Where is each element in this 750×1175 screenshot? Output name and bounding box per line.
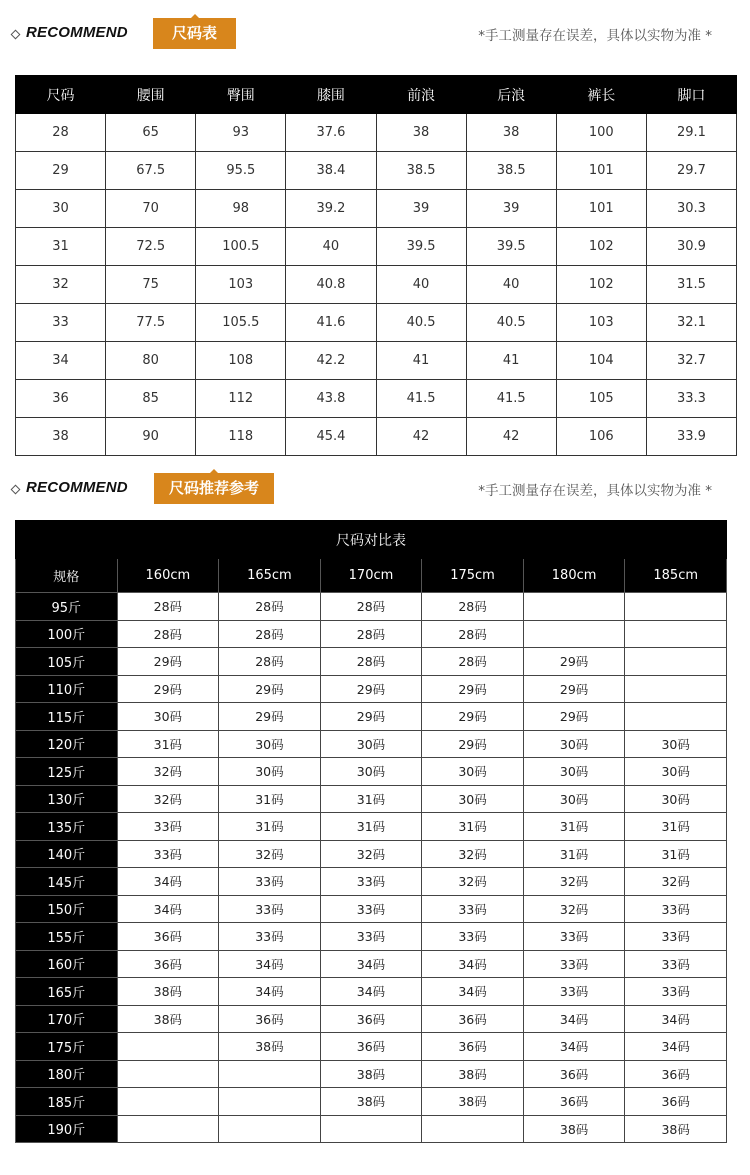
size-cell: 36码 (320, 1033, 422, 1061)
size-cell: 36码 (320, 1005, 422, 1033)
table-row (16, 228, 737, 266)
size-cell: 33码 (625, 923, 727, 951)
size-cell (625, 648, 727, 676)
size-table-cell: 105 (556, 380, 646, 418)
table-row (16, 813, 727, 841)
size-cell: 36码 (523, 1060, 625, 1088)
size-table-cell: 45.4 (286, 418, 376, 456)
size-table-cell: 103 (556, 304, 646, 342)
size-cell: 34码 (117, 895, 219, 923)
size-table-cell: 103 (196, 266, 286, 304)
diamond-icon (11, 485, 21, 495)
size-cell: 30码 (422, 785, 524, 813)
size-table-cell: 40 (286, 228, 376, 266)
size-cell: 30码 (219, 730, 321, 758)
size-cell (523, 620, 625, 648)
table-row (16, 114, 737, 152)
size-cell: 30码 (523, 758, 625, 786)
size-table-cell: 41.5 (466, 380, 556, 418)
size-cell (523, 593, 625, 621)
weight-cell: 150斤 (16, 895, 118, 923)
size-cell: 28码 (219, 593, 321, 621)
weight-cell: 145斤 (16, 868, 118, 896)
size-table-header-cell: 腰围 (106, 76, 196, 114)
size-table-cell: 70 (106, 190, 196, 228)
size-cell: 33码 (422, 895, 524, 923)
size-cell: 31码 (523, 840, 625, 868)
size-table-cell: 80 (106, 342, 196, 380)
size-table-cell: 41 (376, 342, 466, 380)
size-table-cell: 67.5 (106, 152, 196, 190)
size-cell: 34码 (320, 950, 422, 978)
table-row (16, 703, 727, 731)
size-cell: 36码 (523, 1088, 625, 1116)
size-table-cell: 32.7 (646, 342, 736, 380)
size-cell: 34码 (219, 950, 321, 978)
size-table-cell: 40 (466, 266, 556, 304)
size-table-header-cell: 后浪 (466, 76, 556, 114)
size-cell: 34码 (523, 1005, 625, 1033)
size-cell: 33码 (219, 868, 321, 896)
size-cell: 29码 (523, 703, 625, 731)
size-cell: 30码 (422, 758, 524, 786)
size-cell: 29码 (523, 675, 625, 703)
size-cell (117, 1060, 219, 1088)
size-table-cell: 72.5 (106, 228, 196, 266)
size-cell: 33码 (625, 978, 727, 1006)
size-cell: 30码 (117, 703, 219, 731)
size-table-cell: 40 (376, 266, 466, 304)
size-table-cell: 32 (16, 266, 106, 304)
size-cell: 28码 (117, 593, 219, 621)
compare-header-cell: 175cm (422, 559, 524, 593)
size-cell (625, 675, 727, 703)
size-table-cell: 39.5 (466, 228, 556, 266)
size-cell: 33码 (117, 813, 219, 841)
size-table-cell: 65 (106, 114, 196, 152)
compare-header-cell: 185cm (625, 559, 727, 593)
size-cell: 38码 (117, 978, 219, 1006)
size-cell (117, 1088, 219, 1116)
size-cell: 30码 (625, 730, 727, 758)
size-table-header-cell: 臀围 (196, 76, 286, 114)
size-cell: 29码 (320, 675, 422, 703)
size-table-cell: 28 (16, 114, 106, 152)
size-cell: 34码 (422, 978, 524, 1006)
size-cell (117, 1033, 219, 1061)
size-cell: 36码 (422, 1033, 524, 1061)
weight-cell: 110斤 (16, 675, 118, 703)
size-cell: 30码 (523, 730, 625, 758)
size-cell: 38码 (320, 1088, 422, 1116)
table-row (16, 380, 737, 418)
size-table-cell: 31 (16, 228, 106, 266)
size-cell: 36码 (422, 1005, 524, 1033)
size-cell: 36码 (625, 1088, 727, 1116)
size-table-cell: 33.9 (646, 418, 736, 456)
size-cell: 31码 (219, 785, 321, 813)
table-row (16, 1115, 727, 1143)
size-table-cell: 102 (556, 266, 646, 304)
size-cell: 31码 (523, 813, 625, 841)
size-cell: 33码 (219, 895, 321, 923)
size-table-cell: 32.1 (646, 304, 736, 342)
size-cell: 34码 (320, 978, 422, 1006)
table-row (16, 868, 727, 896)
size-table-cell: 100.5 (196, 228, 286, 266)
size-cell: 29码 (422, 730, 524, 758)
size-cell: 38码 (422, 1060, 524, 1088)
size-table-cell: 105.5 (196, 304, 286, 342)
size-table-cell: 106 (556, 418, 646, 456)
size-cell: 33码 (625, 950, 727, 978)
size-table-cell: 38 (16, 418, 106, 456)
size-table-cell: 33.3 (646, 380, 736, 418)
table-row (16, 152, 737, 190)
size-table-cell: 90 (106, 418, 196, 456)
size-table (15, 75, 737, 456)
size-table-cell: 100 (556, 114, 646, 152)
table-row (16, 895, 727, 923)
size-table-cell: 30.9 (646, 228, 736, 266)
size-cell: 32码 (320, 840, 422, 868)
size-table-cell: 30 (16, 190, 106, 228)
size-table-cell: 112 (196, 380, 286, 418)
size-cell (422, 1115, 524, 1143)
size-cell: 38码 (422, 1088, 524, 1116)
table-row (16, 730, 727, 758)
size-table-cell: 77.5 (106, 304, 196, 342)
size-table-cell: 29 (16, 152, 106, 190)
size-cell: 33码 (320, 895, 422, 923)
size-cell: 34码 (625, 1005, 727, 1033)
size-table-cell: 38.5 (376, 152, 466, 190)
weight-cell: 190斤 (16, 1115, 118, 1143)
compare-header-cell: 160cm (117, 559, 219, 593)
size-table-cell: 39 (466, 190, 556, 228)
size-cell: 38码 (625, 1115, 727, 1143)
weight-cell: 130斤 (16, 785, 118, 813)
size-table-cell: 108 (196, 342, 286, 380)
recommend-label: RECOMMEND (26, 24, 128, 41)
size-cell: 28码 (320, 593, 422, 621)
size-cell (219, 1060, 321, 1088)
size-cell: 30码 (625, 785, 727, 813)
weight-cell: 165斤 (16, 978, 118, 1006)
size-cell: 28码 (219, 620, 321, 648)
compare-header-cell: 170cm (320, 559, 422, 593)
size-cell: 33码 (117, 840, 219, 868)
size-cell: 29码 (219, 675, 321, 703)
size-cell: 30码 (219, 758, 321, 786)
size-cell: 31码 (320, 813, 422, 841)
table-row (16, 923, 727, 951)
weight-cell: 185斤 (16, 1088, 118, 1116)
size-table-cell: 102 (556, 228, 646, 266)
size-compare-table (15, 520, 727, 1143)
size-table-header-row (16, 76, 737, 114)
size-table-cell: 29.7 (646, 152, 736, 190)
size-cell: 34码 (523, 1033, 625, 1061)
size-table-cell: 39.5 (376, 228, 466, 266)
table-row (16, 266, 737, 304)
size-cell: 38码 (219, 1033, 321, 1061)
size-table-cell: 41 (466, 342, 556, 380)
size-cell: 28码 (422, 620, 524, 648)
compare-table-body (16, 593, 727, 1143)
size-recommend-tag: 尺码推荐参考 (154, 473, 274, 504)
table-row (16, 1005, 727, 1033)
size-table-cell: 43.8 (286, 380, 376, 418)
size-cell: 33码 (523, 950, 625, 978)
measurement-note: *手工测量存在误差，具体以实物为准 * (478, 28, 712, 44)
weight-cell: 140斤 (16, 840, 118, 868)
size-cell: 29码 (422, 703, 524, 731)
size-table-cell: 34 (16, 342, 106, 380)
compare-header-row (16, 559, 727, 593)
weight-cell: 135斤 (16, 813, 118, 841)
weight-cell: 175斤 (16, 1033, 118, 1061)
recommend-label: RECOMMEND (26, 479, 128, 496)
table-row (16, 190, 737, 228)
size-table-cell: 75 (106, 266, 196, 304)
table-row (16, 342, 737, 380)
size-cell: 38码 (523, 1115, 625, 1143)
size-table-cell: 42.2 (286, 342, 376, 380)
table-row (16, 758, 727, 786)
size-cell (625, 593, 727, 621)
size-cell: 28码 (422, 593, 524, 621)
weight-cell: 105斤 (16, 648, 118, 676)
size-table-cell: 37.6 (286, 114, 376, 152)
size-cell: 29码 (117, 648, 219, 676)
size-cell: 29码 (320, 703, 422, 731)
weight-cell: 100斤 (16, 620, 118, 648)
size-table-header-cell: 尺码 (16, 76, 106, 114)
size-table-cell: 38 (466, 114, 556, 152)
size-cell: 34码 (625, 1033, 727, 1061)
table-row (16, 1088, 727, 1116)
table-row (16, 950, 727, 978)
size-table-cell: 95.5 (196, 152, 286, 190)
size-cell: 28码 (320, 620, 422, 648)
size-table-cell: 93 (196, 114, 286, 152)
size-cell: 36码 (219, 1005, 321, 1033)
table-row (16, 840, 727, 868)
size-cell: 32码 (117, 758, 219, 786)
compare-title-row (16, 521, 727, 559)
size-cell: 34码 (422, 950, 524, 978)
size-cell: 31码 (625, 813, 727, 841)
weight-cell: 95斤 (16, 593, 118, 621)
section-header-size-recommend (0, 470, 750, 510)
size-cell: 33码 (422, 923, 524, 951)
table-row (16, 978, 727, 1006)
size-cell: 36码 (117, 950, 219, 978)
weight-cell: 115斤 (16, 703, 118, 731)
table-row (16, 304, 737, 342)
measurement-note: *手工测量存在误差，具体以实物为准 * (478, 483, 712, 499)
size-cell: 31码 (422, 813, 524, 841)
size-table-cell: 42 (376, 418, 466, 456)
table-row (16, 1060, 727, 1088)
size-table-body (16, 114, 737, 456)
size-cell (320, 1115, 422, 1143)
size-table-cell: 31.5 (646, 266, 736, 304)
size-cell: 29码 (117, 675, 219, 703)
size-table-cell: 39.2 (286, 190, 376, 228)
size-cell: 36码 (117, 923, 219, 951)
size-cell: 31码 (320, 785, 422, 813)
size-cell: 29码 (523, 648, 625, 676)
size-table-header-cell: 裤长 (556, 76, 646, 114)
size-cell: 30码 (320, 758, 422, 786)
size-cell: 30码 (625, 758, 727, 786)
size-table-cell: 101 (556, 152, 646, 190)
size-cell: 29码 (422, 675, 524, 703)
size-cell: 32码 (523, 895, 625, 923)
size-table-cell: 39 (376, 190, 466, 228)
size-cell: 33码 (523, 978, 625, 1006)
size-table-cell: 38.5 (466, 152, 556, 190)
size-cell (219, 1088, 321, 1116)
size-cell: 32码 (625, 868, 727, 896)
size-cell: 38码 (320, 1060, 422, 1088)
table-row (16, 1033, 727, 1061)
weight-cell: 160斤 (16, 950, 118, 978)
size-cell: 33码 (219, 923, 321, 951)
size-cell: 33码 (523, 923, 625, 951)
size-cell: 33码 (625, 895, 727, 923)
weight-cell: 180斤 (16, 1060, 118, 1088)
weight-cell: 125斤 (16, 758, 118, 786)
size-table-header-cell: 脚口 (646, 76, 736, 114)
size-cell: 32码 (117, 785, 219, 813)
size-table-cell: 98 (196, 190, 286, 228)
size-cell: 28码 (117, 620, 219, 648)
size-table-header-cell: 膝围 (286, 76, 376, 114)
table-row (16, 620, 727, 648)
size-cell: 32码 (523, 868, 625, 896)
size-table-cell: 42 (466, 418, 556, 456)
size-table-cell: 36 (16, 380, 106, 418)
size-cell: 31码 (625, 840, 727, 868)
compare-header-cell: 规格 (16, 559, 118, 593)
size-table-cell: 38 (376, 114, 466, 152)
size-table-cell: 33 (16, 304, 106, 342)
size-cell (625, 620, 727, 648)
section-header-size-chart (0, 15, 750, 55)
size-cell: 33码 (320, 923, 422, 951)
size-table-header-cell: 前浪 (376, 76, 466, 114)
size-cell: 28码 (219, 648, 321, 676)
size-table-cell: 40.5 (466, 304, 556, 342)
size-cell: 34码 (219, 978, 321, 1006)
size-cell (219, 1115, 321, 1143)
size-table-cell: 38.4 (286, 152, 376, 190)
compare-header-cell: 180cm (523, 559, 625, 593)
table-row (16, 675, 727, 703)
weight-cell: 170斤 (16, 1005, 118, 1033)
size-table-cell: 29.1 (646, 114, 736, 152)
table-row (16, 785, 727, 813)
size-cell: 32码 (422, 868, 524, 896)
compare-header-cell: 165cm (219, 559, 321, 593)
size-chart-tag: 尺码表 (153, 18, 236, 49)
size-table-cell: 40.5 (376, 304, 466, 342)
size-cell: 34码 (117, 868, 219, 896)
size-table-cell: 85 (106, 380, 196, 418)
table-row (16, 418, 737, 456)
size-cell: 31码 (219, 813, 321, 841)
size-table-cell: 104 (556, 342, 646, 380)
table-row (16, 593, 727, 621)
size-cell (117, 1115, 219, 1143)
size-cell: 33码 (320, 868, 422, 896)
size-cell (625, 703, 727, 731)
size-table-cell: 101 (556, 190, 646, 228)
size-cell: 30码 (523, 785, 625, 813)
size-cell: 29码 (219, 703, 321, 731)
diamond-icon (11, 30, 21, 40)
size-table-cell: 41.5 (376, 380, 466, 418)
compare-table-title: 尺码对比表 (16, 521, 727, 559)
weight-cell: 155斤 (16, 923, 118, 951)
size-cell: 28码 (422, 648, 524, 676)
size-table-cell: 30.3 (646, 190, 736, 228)
weight-cell: 120斤 (16, 730, 118, 758)
size-cell: 30码 (320, 730, 422, 758)
size-cell: 36码 (625, 1060, 727, 1088)
size-table-cell: 118 (196, 418, 286, 456)
table-row (16, 648, 727, 676)
size-cell: 28码 (320, 648, 422, 676)
size-cell: 31码 (117, 730, 219, 758)
size-table-cell: 41.6 (286, 304, 376, 342)
size-cell: 32码 (219, 840, 321, 868)
size-cell: 38码 (117, 1005, 219, 1033)
size-table-cell: 40.8 (286, 266, 376, 304)
size-cell: 32码 (422, 840, 524, 868)
